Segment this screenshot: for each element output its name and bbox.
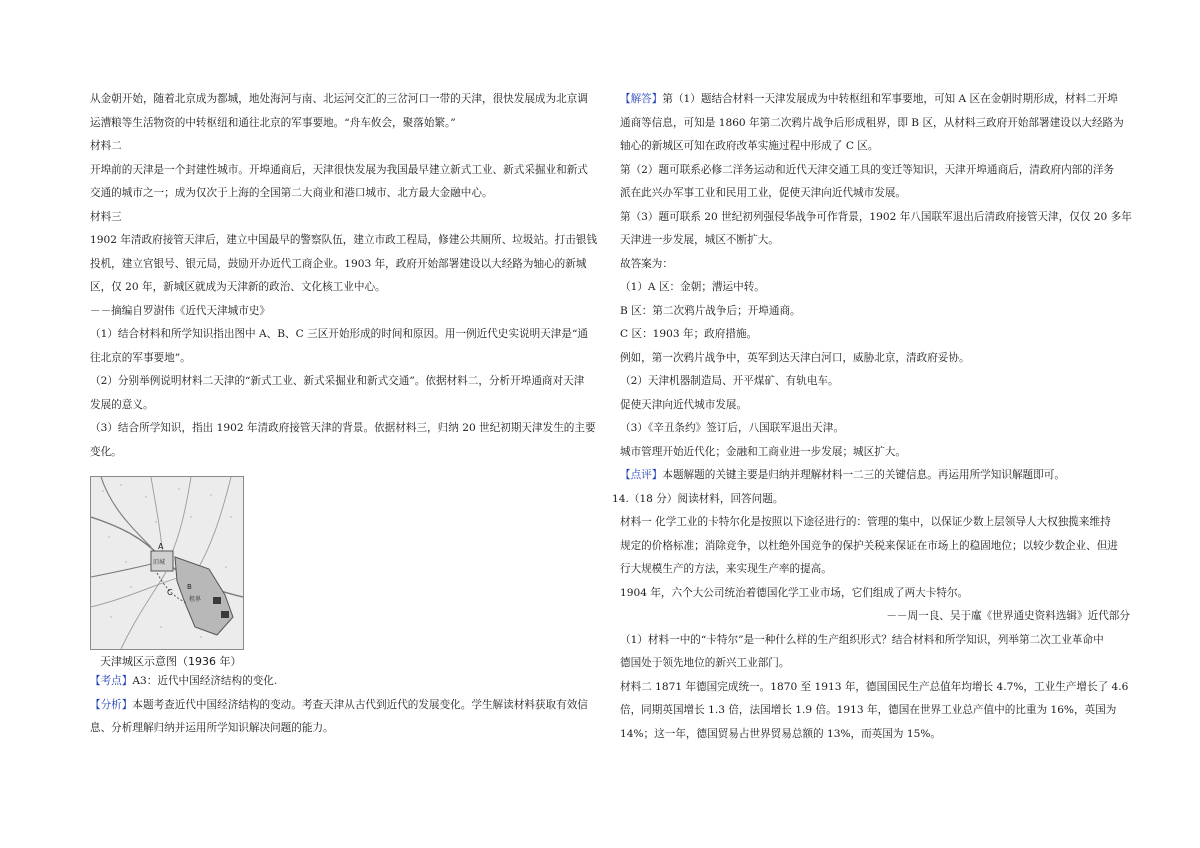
fenxi-tag: 【分析】 — [90, 698, 133, 711]
map-caption: 天津城区示意图（1936 年） — [100, 655, 242, 668]
text-line: 材料二 1871 年德国完成统一。1870 至 1913 年，德国国民生产总值年均增长 4.7%，工业生产增长了 4.6 — [620, 680, 1129, 693]
fenxi-text: 本题考查近代中国经济结构的变动。考查天津从古代到近代的发展变化。学生解读材料获取有效信 — [132, 698, 588, 711]
answer-line: （2）天津机器制造局、开平煤矿、有轨电车。 — [620, 375, 839, 387]
answer-line: C 区：1903 年；政府措施。 — [620, 328, 758, 340]
text-line: 开埠前的天津是一个封建性城市。开埠通商后，天津很快发展为我国最早建立新式工业、新式采掘业和新式 — [90, 163, 588, 176]
text-line: 第（3）题可联系 20 世纪初列强侵华战争可作背景，1902 年八国联军退出后清政府接管天津，仅仅 20 多年 — [620, 210, 1132, 223]
map-label-old-city: 旧城 — [153, 559, 166, 566]
question-line: （1）结合材料和所学知识指出图中 A、B、C 三区开始形成的时间和原因。用一例近代史实说明天津是“通 — [90, 328, 588, 340]
question-line: （1）材料一中的“卡特尔”是一种什么样的生产组织形式？结合材料和所学知识，列举第二次工业革命中 — [620, 633, 1104, 646]
question-line: （3）结合所学知识，指出 1902 年清政府接管天津的背景。依据材料三，归纳 20 世纪初期天津发生的主要 — [90, 422, 596, 434]
map-label-concession: 租界 — [189, 596, 202, 603]
text-line: 通商等信息，可知是 1860 年第二次鸦片战争后形成租界，即 B 区，从材料三政府开始部署建设以大经路为 — [620, 116, 1124, 129]
answer-line: （3）《辛丑条约》签订后，八国联军退出天津。 — [620, 422, 844, 434]
answer-line: （1）A 区：金朝；漕运中转。 — [620, 281, 765, 293]
answer-line: 例如，第一次鸦片战争中，英军到达天津白河口，威胁北京，清政府妥协。 — [620, 351, 970, 364]
text-line: 故答案为： — [620, 257, 673, 270]
text-line: 倍，同期英国增长 1.3 倍，法国增长 1.9 倍。1913 年，德国在世界工业总产值中的比重为 16%，英国为 — [620, 704, 1117, 716]
question-line: 德国处于领先地位的新兴工业部门。 — [620, 657, 790, 669]
source-citation: －－周一良、吴于廑《世界通史资料选辑》近代部分 — [886, 610, 1130, 622]
kaodian-line — [90, 670, 600, 694]
dianping-line — [620, 464, 1130, 488]
dianping-text: 本题解题的关键主要是归纳并理解材料一二三的关键信息。再运用所学知识解题即可。 — [662, 469, 1065, 481]
kaodian-text: A3：近代中国经济结构的变化. — [132, 675, 278, 687]
text-line: 区，仅 20 年，新城区就成为天津新的政治、文化核工业中心。 — [90, 281, 386, 293]
map-label-c: C — [167, 588, 173, 597]
left-column — [90, 88, 600, 741]
text-line: 1902 年清政府接管天津后，建立中国最早的警察队伍，建立市政工程局，修建公共厕所、垃圾站。打击银钱 — [90, 234, 598, 246]
text-line: 1904 年，六个大公司统治着德国化学工业市场，它们组成了两大卡特尔。 — [620, 586, 969, 599]
text-line: 行大规模生产的方法，来实现生产率的提高。 — [620, 563, 832, 575]
text-line: 14%；这一年，德国贸易占世界贸易总额的 13%，而英国为 15%。 — [620, 727, 942, 740]
jieda-text: 第（1）题结合材料一天津发展成为中转枢纽和军事要地，可知 A 区在金朝时期形成，材料二开埠 — [662, 93, 1118, 105]
question-line: 变化。 — [90, 445, 122, 458]
kaodian-tag: 【考点】 — [90, 675, 133, 687]
map-label-a: A — [158, 542, 164, 551]
question-line: （2）分别举例说明材料二天津的“新式工业、新式采掘业和新式交通”。依据材料二，分析开埠通商对天津 — [90, 375, 585, 387]
answer-line: 城市管理开始近代化；金融和工商业进一步发展；城区扩大。 — [620, 445, 907, 458]
question-heading: 14.（18 分）阅读材料，回答问题。 — [612, 492, 784, 505]
fenxi-line — [90, 694, 600, 718]
text-line: 运漕粮等生活物资的中转枢纽和通往北京的军事要地。“舟车攸会，聚落始繁。” — [90, 116, 456, 129]
material-heading: 材料二 — [90, 140, 122, 152]
text-line: 天津进一步发展，城区不断扩大。 — [620, 234, 779, 246]
question-line: 发展的意义。 — [90, 398, 154, 411]
text-line: 材料一 化学工业的卡特尔化是按照以下途径进行的：管理的集中，以保证少数上层领导人大权独揽来维持 — [620, 516, 1111, 528]
answer-line: 促使天津向近代城市发展。 — [620, 398, 748, 411]
text-line: 轴心的新城区可知在政府改革实施过程中形成了 C 区。 — [620, 140, 879, 152]
source-citation: －－摘编自罗澍伟《近代天津城市史》 — [90, 304, 271, 317]
map-drawing — [91, 477, 243, 649]
text-line: 息、分析理解归纳并运用所学知识解决问题的能力。 — [90, 722, 334, 734]
text-line: 从金朝开始，随着北京成为都城，地处海河与南、北运河交汇的三岔河口一带的天津，很快发展成为北京调 — [90, 93, 588, 105]
text-line: 第（2）题可联系必修二洋务运动和近代天津交通工具的变迁等知识，天津开埠通商后，清政府内部的洋务 — [620, 163, 1115, 176]
text-line: 派在此兴办军事工业和民用工业，促使天津向近代城市发展。 — [620, 187, 907, 199]
dianping-tag: 【点评】 — [620, 469, 663, 481]
right-column — [612, 88, 1132, 746]
text-line: 交通的城市之一；成为仅次于上海的全国第二大商业和港口城市、北方最大金融中心。 — [90, 187, 493, 199]
answer-line: B 区：第二次鸦片战争后；开埠通商。 — [620, 304, 801, 317]
jieda-tag: 【解答】 — [620, 93, 663, 105]
question-line: 往北京的军事要地”。 — [90, 351, 191, 364]
map-label-b: B — [187, 583, 192, 591]
jieda-line — [620, 88, 1130, 112]
text-line: 投机，建立官银号、银元局，鼓励开办近代工商企业。1903 年，政府开始部署建设以大经路为轴心的新城 — [90, 257, 587, 270]
tianjin-map-figure — [90, 476, 244, 650]
material-heading: 材料三 — [90, 210, 122, 223]
text-line: 规定的价格标准；消除竞争，以杜绝外国竞争的保护关税来保证在市场上的稳固地位；以较少数企业、但进 — [620, 539, 1118, 552]
